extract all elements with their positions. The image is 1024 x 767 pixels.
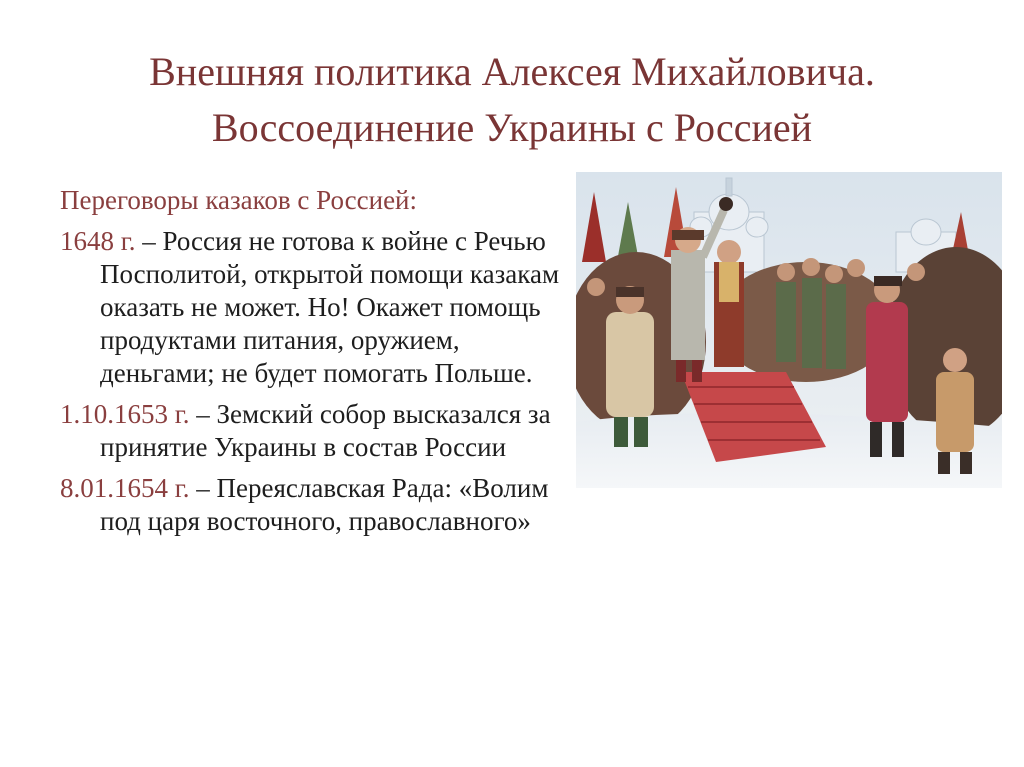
painting-illustration [576,172,1002,488]
content-block [60,184,560,546]
title-line-1: Внешняя политика Алексея Михайловича. [149,49,875,94]
item-date: 8.01.1654 г. [60,473,190,503]
item-text: – Переяславская Рада: «Волим под царя восточного, православного» [100,473,549,536]
slide-title [40,44,984,156]
title-line-2: Воссоединение Украины с Россией [211,105,813,150]
list-item [60,398,560,464]
historical-painting [576,172,1002,488]
item-date: 1648 г. [60,226,136,256]
item-text: – Россия не готова к войне с Речью Посполитой, открытой помощи казакам оказать не может. Но! Окажет помощь продуктами питания, оружием, деньгами; не будет помогать Польше. [100,226,560,388]
item-text: – Земский собор высказался за принятие Украины в состав России [100,399,551,462]
subheading: Переговоры казаков с Россией: [60,185,418,215]
list-item [60,472,560,538]
item-date: 1.10.1653 г. [60,399,190,429]
list-item [60,225,560,390]
